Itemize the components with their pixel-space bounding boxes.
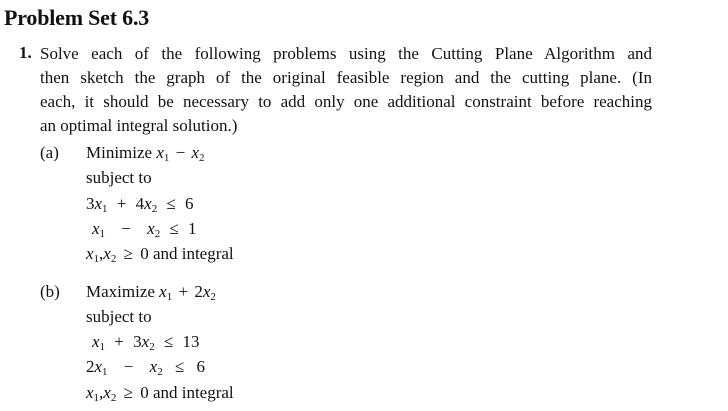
part-b-objective: Maximize $x_1 + 2x_2$ <box>86 282 216 303</box>
problem-line-1: Solve each of the following problems using the Cutting Plane Algorithm and <box>40 44 652 63</box>
page-title: Problem Set 6.3 <box>4 5 150 30</box>
problem-line-3: each, it should be necessary to add only one additional constraint before reaching <box>40 92 652 111</box>
part-b-label: (b) <box>40 282 60 301</box>
problem-number: 1. <box>19 43 32 62</box>
part-b-nonnegativity: $x_1,x_2 \ge 0$ and integral <box>86 383 234 404</box>
part-a-constraint-1: $3x_1 + 4x_2 \le 6$ <box>86 194 194 215</box>
part-a-subject-to: subject to <box>86 168 152 187</box>
problem-line-4: an optimal integral solution.) <box>40 116 238 135</box>
part-a-constraint-2: $x_1 - x_2 \le 1$ <box>92 219 197 240</box>
part-a-objective: Minimize $x_1 - x_2$ <box>86 143 205 164</box>
part-a-label: (a) <box>40 143 59 162</box>
part-a-nonnegativity: $x_1,x_2 \ge 0$ and integral <box>86 244 234 265</box>
part-b-subject-to: subject to <box>86 307 152 326</box>
problem-line-2: then sketch the graph of the original feasible region and the cutting plane. (In <box>40 68 652 87</box>
problem-statement <box>40 42 652 138</box>
part-b-constraint-1: $x_1 + 3x_2 \le 13$ <box>92 332 200 353</box>
part-b-constraint-2: $2x_1 - x_2 \le 6$ <box>86 357 206 378</box>
